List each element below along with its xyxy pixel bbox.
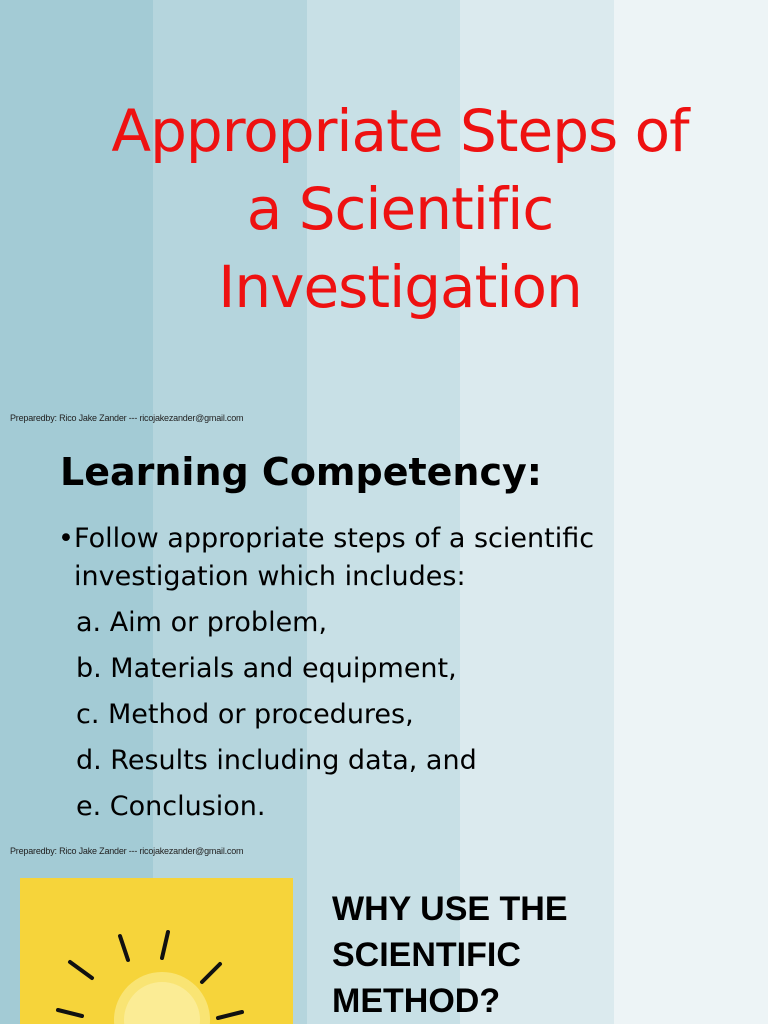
title-line: a Scientific: [246, 175, 554, 243]
bullet-text: Follow appropriate steps of a scientific: [74, 523, 595, 554]
question-line: SCIENTIFIC: [332, 936, 521, 974]
steps-list: [76, 600, 477, 830]
title-line: Appropriate Steps of: [111, 97, 689, 165]
title-line: Investigation: [218, 253, 582, 321]
bullet-icon: •: [58, 523, 74, 554]
lightbulb-icon: [20, 878, 293, 1024]
list-item: a. Aim or problem,: [76, 607, 328, 638]
author-credit: Preparedby: Rico Jake Zander --- ricojakezander@gmail.com: [10, 413, 244, 423]
list-item: e. Conclusion.: [76, 791, 266, 822]
bullet-text-continued: investigation which includes:: [74, 561, 466, 592]
question-line: WHY USE THE: [332, 890, 568, 928]
why-scientific-method-heading: [332, 886, 632, 1024]
slide-title: [40, 92, 760, 326]
lightbulb-card: [20, 878, 293, 1024]
competency-bullet: [58, 520, 718, 596]
learning-competency-heading: Learning Competency:: [60, 450, 542, 494]
list-item: c. Method or procedures,: [76, 699, 414, 730]
list-item: d. Results including data, and: [76, 745, 477, 776]
question-line: METHOD?: [332, 982, 501, 1020]
author-credit: Preparedby: Rico Jake Zander --- ricojakezander@gmail.com: [10, 846, 244, 856]
list-item: b. Materials and equipment,: [76, 653, 457, 684]
